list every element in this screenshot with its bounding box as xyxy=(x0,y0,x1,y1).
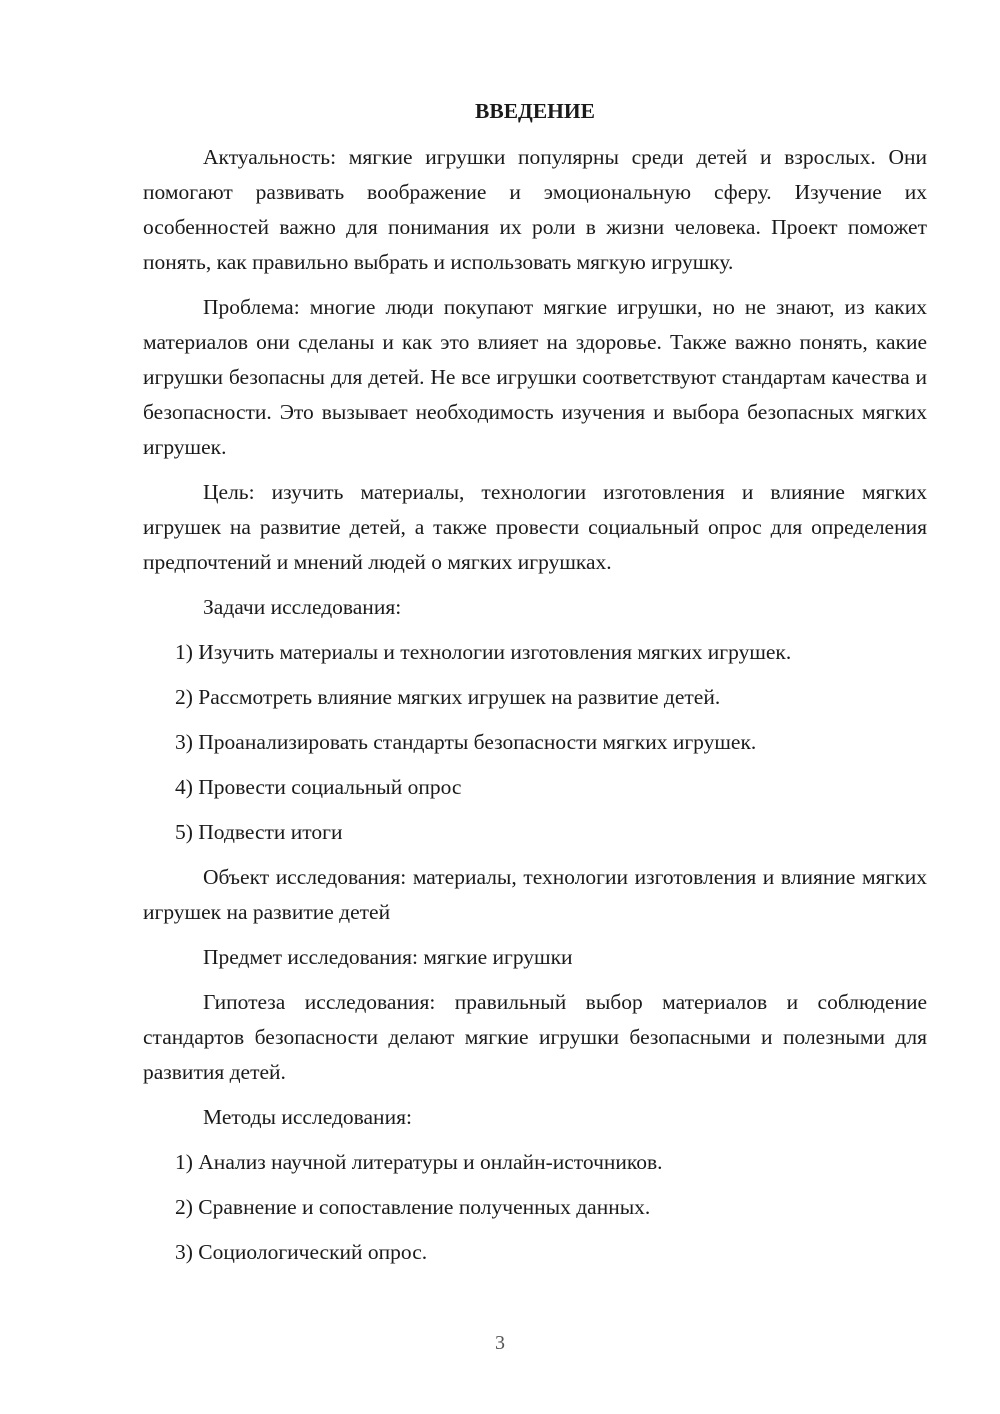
list-item: 1) Изучить материалы и технологии изготовления мягких игрушек. xyxy=(175,640,792,664)
goal-paragraph: Цель: изучить материалы, технологии изготовления и влияние мягких игрушек на развитие детей, а также провести социальный опрос для определения предпочтений и мнений людей о мягких игрушках. xyxy=(143,480,927,574)
list-item: 3) Социологический опрос. xyxy=(175,1240,428,1264)
list-item: 2) Сравнение и сопоставление полученных данных. xyxy=(175,1195,651,1219)
tasks-title: Задачи исследования: xyxy=(203,595,402,619)
list-item: 3) Проанализировать стандарты безопасности мягких игрушек. xyxy=(175,730,757,754)
problem-paragraph: Проблема: многие люди покупают мягкие игрушки, но не знают, из каких материалов они сделаны и как это влияет на здоровье. Также важно понять, какие игрушки безопасны для детей. Не все игрушки соответствуют стандартам качества и безопасности. Это вызывает необходимость изучения и выбора безопасных мягких игрушек. xyxy=(143,295,927,459)
document-page xyxy=(143,92,927,1280)
tasks-list xyxy=(143,635,927,850)
page-number: 3 xyxy=(495,1332,505,1354)
list-item: 4) Провести социальный опрос xyxy=(175,775,462,799)
object-paragraph: Объект исследования: материалы, технологии изготовления и влияние мягких игрушек на развитие детей xyxy=(143,865,927,924)
subject-paragraph: Предмет исследования: мягкие игрушки xyxy=(203,945,573,969)
hypothesis-paragraph: Гипотеза исследования: правильный выбор материалов и соблюдение стандартов безопасности делают мягкие игрушки безопасными и полезными для развития детей. xyxy=(143,990,927,1084)
methods-list xyxy=(143,1145,927,1270)
list-item: 1) Анализ научной литературы и онлайн-источников. xyxy=(175,1150,663,1174)
relevance-paragraph: Актуальность: мягкие игрушки популярны среди детей и взрослых. Они помогают развивать воображение и эмоциональную сферу. Изучение их особенностей важно для понимания их роли в жизни человека. Проект поможет понять, как правильно выбрать и использовать мягкую игрушку. xyxy=(143,145,927,274)
page-title: ВВЕДЕНИЕ xyxy=(475,99,595,123)
list-item: 5) Подвести итоги xyxy=(175,820,343,844)
list-item: 2) Рассмотреть влияние мягких игрушек на развитие детей. xyxy=(175,685,721,709)
methods-title: Методы исследования: xyxy=(203,1105,412,1129)
